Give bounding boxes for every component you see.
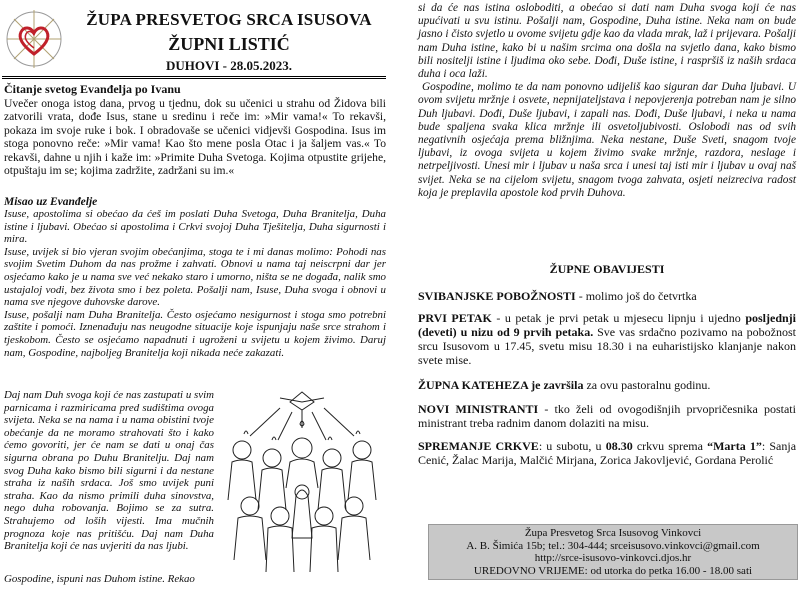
notice-may-devotions-text: - molimo još do četvrtka xyxy=(575,289,697,303)
notice-catechesis-text: za ovu pastoralnu godinu. xyxy=(583,378,711,392)
notice-church-cleaning-text-a: : u subotu, u xyxy=(538,439,606,453)
notice-altar-servers xyxy=(418,402,796,430)
reflection-p4: Daj nam Duh svoga koji će nas zastupati u svim parnicama i razmiricama pred sudištima ovoga svijeta. Neka se na nama i u nama obistini tvoje obećanje da ne moramo strahovati što i kako ćemo govoriti, jer će nam se dati u onaj čas sigurna obrana po Duhu Branitelju. Daj nam svog Duha kako bismo bili sigurni i da nestane straha iz naših srdaca. Još smo uvijek puni straha. Kao da nismo primili duha sinovstva, nego duha robovanja. Bojimo se za sutra. Strahujemo od loših vijesti. Ima mučnih prognoza koje nas pritišću. Daj nam Duha Branitelja koji će nas uvjeriti da nas ljubi. xyxy=(4,389,214,553)
notices-heading-text: ŽUPNE OBAVIJESTI xyxy=(549,262,665,276)
notice-first-friday-highlight: posljednji (deveti) u nizu od 9 prvih petaka. xyxy=(418,311,796,339)
header-divider xyxy=(2,76,386,77)
gospel-heading: Čitanje svetog Evanđelja po Ivanu xyxy=(4,82,181,96)
bulletin-date: DUHOVI - 28.05.2023. xyxy=(165,58,293,73)
notice-catechesis xyxy=(418,378,796,392)
reflection-continued-p2: Gospodine, molimo te da nam ponovno udijeliš kao siguran dar Duha ljubavi. U ovom svijetu mržnje i osvete, nepnijateljstava i nepovjerenja potreban nam je silno Duh ljubavi. Dođi, Duše ljubavi, i zapali nas. Dođi, Duše ljubavi, i neka u nama bude spaljena svaka klica mržnje ili osvetoljubivosti. Oslobodi nas od svih negativnih osjećaja prema bližnjima. Neka nestane, Duše Sveti, snagom tvoje ljubavi, iz ovoga svijeta u kojem živimo svake mržnje, razdora, neslage i netrpeljivosti. Unesi mir i ljubav u naša srca i unesi taj isti mir i ljubav u ovaj naš svijet. Neka se na cijelom svijetu, snagom tvoga zahvata, osjeti neizreciva radost koja je preplavila apostole kod prvih Duhova. xyxy=(418,81,796,199)
parish-title: ŽUPA PRESVETOG SRCA ISUSOVA xyxy=(86,10,372,29)
notice-church-cleaning-time: 08.30 xyxy=(605,439,633,453)
notice-church-cleaning xyxy=(418,439,796,467)
reflection-section xyxy=(4,196,386,359)
reflection-p3: Isuse, pošalji nam Duha Branitelja. Često osjećamo nesigurnost i stoga smo potrebni zaštite i pomoći. Iznenađuju nas neugodne situacije koje ispunjaju naše srce strahom i tjeskobom. Često se osjećamo napadnuti i ugroženi u svijetu u kojem živimo. Daruj nam, Gospodine, najboljeg Branitelja koji nikada neće zakazati. xyxy=(4,308,386,359)
gospel-text: Uvečer onoga istog dana, prvog u tjednu, dok su učenici u strahu od Židova bili zatvorili vrata, dođe Isus, stane u sredinu i reče im: »Mir vama!« To rekavši, pokaza im svoje ruke i bok. I obradovaše se učenici vidjevši Gospodina. Isus im stoga ponovno reče: »Mir vama! Kao što mene posla Otac i ja šaljem vas.« To rekavši, dahne u njih i kaže im: »Primite Duha Svetoga. Kojima otpustite grijehe, otpuštaju im se; kojima zadržite, zadržani su im.« xyxy=(4,97,386,178)
contact-footer xyxy=(428,524,798,580)
bulletin-title: ŽUPNI LISTIĆ xyxy=(168,34,290,54)
reflection-continued-p1: si da će nas istina osloboditi, a obećao si dati nam Duha svoga koji će nas upućivati u svu istinu. Pošalji nam, Gospodine, Duha istine. Neka nam on bude jasno i čisto svjetlo u ovome svijetu gdje kao da vlada mrak, laž i prijevara. Pošalji nam Duha istine, kako bi u našim srcima ona došla na svjetlo dana, kako bismo bili nositelji istine i ljudima oko sebe. Dođi, Duše istine, i raspršiš iz naših srdaca duha i oca laži. xyxy=(418,2,796,81)
footer-office-hours: UREDOVNO VRIJEME: od utorka do petka 16.00 - 18.00 sati xyxy=(473,564,753,577)
reflection-p2: Isuse, uvijek si bio vjeran svojim obećanjima, stoga te i mi danas molimo: Pohodi nas svojim Svetim Duhom da nas prožme i zahvati. Obnovi u nama taj neiscrpni dar jer osjećamo kako je u nama sve već nekako staro i umorno, ništa se ne događa, nalik smo ustajaloj vodi, bez života smo i bez poleta. Pošalji nam, Isuse, Duha svoga i obnovi u nama sve njegove duhovske darove. xyxy=(4,245,386,309)
footer-parish-name: Župa Presvetog Srca Isusovog Vinkovci xyxy=(524,527,702,539)
notice-may-devotions xyxy=(418,289,796,303)
notice-first-friday-text-a: - u petak je prvi petak u mjesecu lipnju i ujedno xyxy=(491,311,746,325)
reflection-p5: Gospodine, ispuni nas Duhom istine. Rekao xyxy=(4,573,195,585)
reflection-heading: Misao uz Evanđelje xyxy=(4,196,98,208)
notice-church-cleaning-title: SPREMANJE CRKVE xyxy=(418,439,539,453)
notices-heading xyxy=(418,260,796,278)
notice-may-devotions-title: SVIBANJSKE POBOŽNOSTI xyxy=(418,289,576,303)
header-divider xyxy=(2,78,386,79)
gospel-section xyxy=(4,82,386,177)
notice-altar-servers-text: - tko želi od ovogodišnjih prvopričesnika postati ministrant treba radnim danom dolaziti na misu. xyxy=(418,402,796,430)
footer-website: http://srce-isusovo-vinkovci.djos.hr xyxy=(534,552,692,564)
notice-altar-servers-title: NOVI MINISTRANTI xyxy=(418,402,539,416)
notice-church-cleaning-names: : Sanja Cenić, Žalac Marija, Malčić Mirjana, Zorica Jakovljević, Gordana Perolić xyxy=(418,439,797,467)
pentecost-illustration xyxy=(220,388,384,576)
notice-first-friday-text-b: Sve vas srdačno pozivamo na pobožnost srcu Isusovom u 17.45, svetu misu 18.30 i na euharistijsko klanjanje nakon svete mise. xyxy=(418,325,797,367)
notice-church-cleaning-text-b: crkvu sprema xyxy=(632,439,708,453)
notice-church-cleaning-group: “Marta 1” xyxy=(707,439,762,453)
reflection-continued xyxy=(418,2,796,200)
reflection-p1: Isuse, apostolima si obećao da ćeš im poslati Duha Svetoga, Duha Branitelja, Duha istine i ljubavi. Obećao si apostolima i Crkvi svojoj Duha Tješitelja, Duha sigurnosti i mira. xyxy=(4,208,386,246)
footer-address: A. B. Šimića 15b; tel.: 304-444; srceisusovo.vinkovci@gmail.com xyxy=(466,539,760,552)
notice-catechesis-title: ŽUPNA KATEHEZA je završila xyxy=(418,378,584,392)
notice-first-friday-title: PRVI PETAK xyxy=(418,311,492,325)
parish-logo xyxy=(4,8,64,70)
notice-first-friday xyxy=(418,311,796,367)
